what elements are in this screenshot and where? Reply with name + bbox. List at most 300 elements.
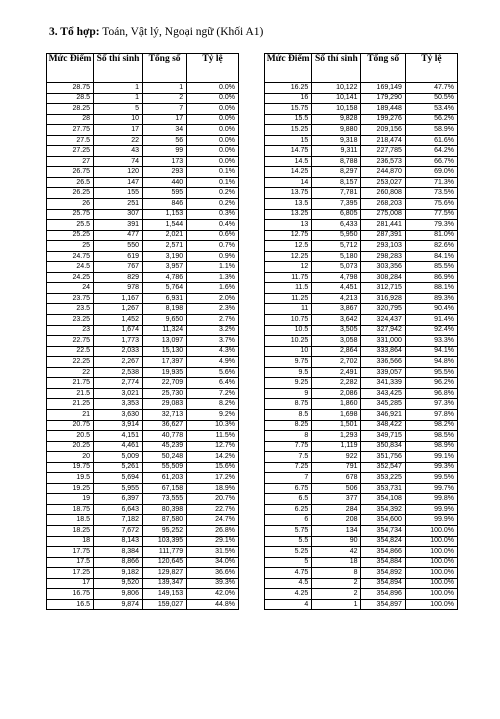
cell-ratio: 31.5%	[187, 547, 239, 558]
cell-candidates: 3,021	[94, 388, 143, 399]
cell-total: 281,441	[361, 220, 405, 231]
cell-ratio: 69.0%	[405, 167, 457, 178]
cell-total: 346,921	[361, 409, 405, 420]
table-row	[47, 536, 239, 547]
cell-total: 87,580	[142, 515, 186, 526]
cell-total: 353,225	[361, 473, 405, 484]
cell-total: 40,778	[142, 431, 186, 442]
cell-score-level: 4	[265, 599, 312, 610]
table-row	[47, 125, 239, 136]
cell-total: 253,027	[361, 177, 405, 188]
table-row	[47, 315, 239, 326]
cell-total: 354,600	[361, 515, 405, 526]
cell-score-level: 5	[265, 557, 312, 568]
cell-score-level: 21.5	[47, 388, 94, 399]
cell-total: 111,779	[142, 547, 186, 558]
cell-score-level: 17.5	[47, 557, 94, 568]
cell-ratio: 0.6%	[187, 230, 239, 241]
cell-ratio: 96.8%	[405, 388, 457, 399]
cell-ratio: 0.4%	[187, 220, 239, 231]
cell-total: 7	[142, 104, 186, 115]
cell-candidates: 3,505	[312, 325, 361, 336]
cell-ratio: 34.0%	[187, 557, 239, 568]
table-row	[47, 420, 239, 431]
cell-ratio: 84.1%	[405, 251, 457, 262]
cell-candidates: 43	[94, 146, 143, 157]
cell-total: 139,347	[142, 578, 186, 589]
cell-candidates: 1	[94, 93, 143, 104]
cell-score-level: 25.5	[47, 220, 94, 231]
cell-score-level: 10.25	[265, 336, 312, 347]
cell-total: 25,730	[142, 388, 186, 399]
cell-candidates: 4,213	[312, 293, 361, 304]
cell-candidates: 7,781	[312, 188, 361, 199]
cell-total: 354,892	[361, 568, 405, 579]
cell-candidates: 6,433	[312, 220, 361, 231]
cell-ratio: 100.0%	[405, 578, 457, 589]
table-row	[265, 177, 458, 188]
cell-candidates: 3,914	[94, 420, 143, 431]
cell-candidates: 9,318	[312, 135, 361, 146]
section-title: Toán, Vật lý, Ngoại ngữ (Khối A1)	[102, 26, 264, 38]
table-row	[265, 167, 458, 178]
cell-candidates: 5,694	[94, 473, 143, 484]
table-row	[265, 346, 458, 357]
cell-candidates: 5,009	[94, 452, 143, 463]
cell-total: 327,942	[361, 325, 405, 336]
cell-total: 333,864	[361, 346, 405, 357]
cell-total: 339,057	[361, 367, 405, 378]
cell-candidates: 10,158	[312, 104, 361, 115]
cell-candidates: 74	[94, 156, 143, 167]
cell-score-level: 22	[47, 367, 94, 378]
table-row	[47, 599, 239, 610]
cell-candidates: 506	[312, 483, 361, 494]
cell-candidates: 4,798	[312, 272, 361, 283]
table-row	[265, 262, 458, 273]
cell-ratio: 50.5%	[405, 93, 457, 104]
cell-ratio: 3.7%	[187, 336, 239, 347]
cell-total: 354,894	[361, 578, 405, 589]
table-row	[47, 452, 239, 463]
cell-score-level: 24.75	[47, 251, 94, 262]
cell-score-level: 11	[265, 304, 312, 315]
cell-score-level: 25.75	[47, 209, 94, 220]
cell-ratio: 1.3%	[187, 272, 239, 283]
cell-candidates: 42	[312, 547, 361, 558]
cell-score-level: 27.75	[47, 125, 94, 136]
cell-ratio: 98.9%	[405, 441, 457, 452]
cell-candidates: 9,806	[94, 589, 143, 600]
cell-total: 293	[142, 167, 186, 178]
cell-score-level: 23.75	[47, 293, 94, 304]
table-row	[265, 525, 458, 536]
cell-total: 1,544	[142, 220, 186, 231]
cell-candidates: 8,143	[94, 536, 143, 547]
cell-ratio: 29.1%	[187, 536, 239, 547]
cell-score-level: 10.75	[265, 315, 312, 326]
table-row	[47, 357, 239, 368]
cell-score-level: 9.5	[265, 367, 312, 378]
cell-candidates: 3,642	[312, 315, 361, 326]
cell-candidates: 4,151	[94, 431, 143, 442]
table-row	[265, 494, 458, 505]
cell-ratio: 56.2%	[405, 114, 457, 125]
table-row	[47, 462, 239, 473]
cell-score-level: 18	[47, 536, 94, 547]
header-row	[47, 54, 239, 83]
cell-candidates: 18	[312, 557, 361, 568]
cell-candidates: 1,167	[94, 293, 143, 304]
cell-score-level: 23.25	[47, 315, 94, 326]
table-row	[265, 220, 458, 231]
cell-candidates: 5,712	[312, 241, 361, 252]
cell-score-level: 8	[265, 431, 312, 442]
table-row	[265, 188, 458, 199]
cell-candidates: 5,955	[94, 483, 143, 494]
cell-score-level: 16.5	[47, 599, 94, 610]
cell-score-level: 16	[265, 93, 312, 104]
cell-ratio: 100.0%	[405, 568, 457, 579]
cell-candidates: 1,674	[94, 325, 143, 336]
cell-total: 159,027	[142, 599, 186, 610]
cell-candidates: 8,788	[312, 156, 361, 167]
cell-total: 308,284	[361, 272, 405, 283]
cell-total: 5,764	[142, 283, 186, 294]
cell-ratio: 0.1%	[187, 167, 239, 178]
cell-candidates: 1,293	[312, 431, 361, 442]
cell-candidates: 2,538	[94, 367, 143, 378]
cell-ratio: 20.7%	[187, 494, 239, 505]
table-row	[47, 578, 239, 589]
cell-candidates: 1,773	[94, 336, 143, 347]
cell-score-level: 6.25	[265, 504, 312, 515]
cell-total: 320,795	[361, 304, 405, 315]
cell-candidates: 9,520	[94, 578, 143, 589]
cell-total: 173	[142, 156, 186, 167]
cell-candidates: 4,461	[94, 441, 143, 452]
table-row	[47, 199, 239, 210]
table-row	[265, 199, 458, 210]
cell-score-level: 14.75	[265, 146, 312, 157]
cell-total: 303,356	[361, 262, 405, 273]
table-row	[265, 357, 458, 368]
table-row	[47, 220, 239, 231]
cell-ratio: 99.9%	[405, 515, 457, 526]
cell-ratio: 15.6%	[187, 462, 239, 473]
cell-ratio: 0.3%	[187, 209, 239, 220]
cell-total: 189,448	[361, 104, 405, 115]
cell-ratio: 97.3%	[405, 399, 457, 410]
cell-score-level: 17	[47, 578, 94, 589]
cell-score-level: 10.5	[265, 325, 312, 336]
cell-ratio: 26.8%	[187, 525, 239, 536]
header-ratio: Tỷ lệ	[187, 54, 239, 83]
cell-score-level: 27.25	[47, 146, 94, 157]
cell-score-level: 23	[47, 325, 94, 336]
cell-ratio: 73.5%	[405, 188, 457, 199]
cell-candidates: 1,698	[312, 409, 361, 420]
cell-candidates: 2,282	[312, 378, 361, 389]
table-row	[265, 589, 458, 600]
table-row	[47, 589, 239, 600]
table-row	[47, 188, 239, 199]
cell-score-level: 26	[47, 199, 94, 210]
cell-ratio: 0.1%	[187, 177, 239, 188]
cell-score-level: 6.75	[265, 483, 312, 494]
table-row	[47, 504, 239, 515]
cell-score-level: 7.25	[265, 462, 312, 473]
table-row	[265, 399, 458, 410]
cell-score-level: 7	[265, 473, 312, 484]
cell-total: 199,276	[361, 114, 405, 125]
cell-total: 2,021	[142, 230, 186, 241]
table-row	[47, 483, 239, 494]
table-row	[47, 388, 239, 399]
cell-candidates: 1,452	[94, 315, 143, 326]
table-row	[47, 272, 239, 283]
cell-total: 36,627	[142, 420, 186, 431]
cell-total: 95,252	[142, 525, 186, 536]
cell-candidates: 90	[312, 536, 361, 547]
cell-score-level: 28.75	[47, 83, 94, 94]
cell-candidates: 284	[312, 504, 361, 515]
cell-score-level: 9	[265, 388, 312, 399]
cell-score-level: 19.5	[47, 473, 94, 484]
table-row	[265, 125, 458, 136]
cell-score-level: 5.75	[265, 525, 312, 536]
table-row	[265, 473, 458, 484]
cell-ratio: 17.2%	[187, 473, 239, 484]
table-row	[265, 388, 458, 399]
cell-total: 298,283	[361, 251, 405, 262]
cell-ratio: 0.2%	[187, 188, 239, 199]
table-row	[265, 504, 458, 515]
table-row	[47, 525, 239, 536]
cell-total: 120,645	[142, 557, 186, 568]
cell-score-level: 19	[47, 494, 94, 505]
cell-total: 1	[142, 83, 186, 94]
table-row	[265, 462, 458, 473]
cell-total: 19,935	[142, 367, 186, 378]
table-row	[47, 557, 239, 568]
cell-candidates: 2,033	[94, 346, 143, 357]
cell-total: 244,870	[361, 167, 405, 178]
cell-score-level: 12.5	[265, 241, 312, 252]
table-row	[265, 230, 458, 241]
cell-ratio: 66.7%	[405, 156, 457, 167]
cell-candidates: 9,874	[94, 599, 143, 610]
table-row	[265, 557, 458, 568]
cell-total: 129,827	[142, 568, 186, 579]
cell-score-level: 13	[265, 220, 312, 231]
cell-candidates: 619	[94, 251, 143, 262]
cell-ratio: 0.0%	[187, 125, 239, 136]
cell-ratio: 100.0%	[405, 525, 457, 536]
cell-ratio: 99.9%	[405, 504, 457, 515]
cell-candidates: 922	[312, 452, 361, 463]
cell-ratio: 0.0%	[187, 156, 239, 167]
cell-total: 260,808	[361, 188, 405, 199]
table-row	[47, 399, 239, 410]
cell-score-level: 8.75	[265, 399, 312, 410]
cell-ratio: 7.2%	[187, 388, 239, 399]
cell-ratio: 71.3%	[405, 177, 457, 188]
cell-score-level: 8.25	[265, 420, 312, 431]
cell-score-level: 16.75	[47, 589, 94, 600]
cell-candidates: 5	[94, 104, 143, 115]
cell-ratio: 14.2%	[187, 452, 239, 463]
cell-total: 354,866	[361, 547, 405, 558]
cell-total: 32,713	[142, 409, 186, 420]
table-row	[265, 114, 458, 125]
cell-score-level: 12.25	[265, 251, 312, 262]
cell-candidates: 1,860	[312, 399, 361, 410]
cell-ratio: 79.3%	[405, 220, 457, 231]
cell-candidates: 10,122	[312, 83, 361, 94]
cell-candidates: 8,297	[312, 167, 361, 178]
cell-ratio: 86.9%	[405, 272, 457, 283]
cell-ratio: 75.6%	[405, 199, 457, 210]
table-row	[265, 325, 458, 336]
cell-candidates: 307	[94, 209, 143, 220]
cell-score-level: 4.75	[265, 568, 312, 579]
table-row	[265, 304, 458, 315]
table-row	[265, 93, 458, 104]
cell-ratio: 42.0%	[187, 589, 239, 600]
table-row	[47, 156, 239, 167]
cell-candidates: 3,867	[312, 304, 361, 315]
cell-total: 45,239	[142, 441, 186, 452]
cell-ratio: 11.5%	[187, 431, 239, 442]
table-row	[47, 283, 239, 294]
cell-score-level: 26.5	[47, 177, 94, 188]
cell-candidates: 22	[94, 135, 143, 146]
cell-candidates: 4,451	[312, 283, 361, 294]
cell-score-level: 28.5	[47, 93, 94, 104]
cell-score-level: 18.5	[47, 515, 94, 526]
cell-candidates: 9,311	[312, 146, 361, 157]
cell-ratio: 96.2%	[405, 378, 457, 389]
table-row	[47, 167, 239, 178]
cell-candidates: 3,630	[94, 409, 143, 420]
header-row	[265, 54, 458, 83]
cell-score-level: 25.25	[47, 230, 94, 241]
cell-score-level: 11.75	[265, 272, 312, 283]
cell-ratio: 61.6%	[405, 135, 457, 146]
cell-candidates: 9,828	[312, 114, 361, 125]
table-row	[265, 515, 458, 526]
cell-candidates: 5,950	[312, 230, 361, 241]
cell-score-level: 18.25	[47, 525, 94, 536]
cell-ratio: 3.2%	[187, 325, 239, 336]
cell-ratio: 12.7%	[187, 441, 239, 452]
cell-candidates: 791	[312, 462, 361, 473]
cell-score-level: 17.25	[47, 568, 94, 579]
table-row	[265, 420, 458, 431]
cell-score-level: 17.75	[47, 547, 94, 558]
cell-candidates: 2	[312, 578, 361, 589]
table-row	[47, 336, 239, 347]
cell-ratio: 4.9%	[187, 357, 239, 368]
table-row	[265, 156, 458, 167]
cell-total: 341,339	[361, 378, 405, 389]
score-table-left-body	[47, 83, 239, 610]
cell-candidates: 3,058	[312, 336, 361, 347]
cell-ratio: 18.9%	[187, 483, 239, 494]
cell-total: 293,103	[361, 241, 405, 252]
cell-total: 352,547	[361, 462, 405, 473]
table-row	[265, 336, 458, 347]
cell-total: 13,097	[142, 336, 186, 347]
section-heading	[49, 26, 263, 38]
cell-total: 50,248	[142, 452, 186, 463]
cell-score-level: 4.5	[265, 578, 312, 589]
cell-ratio: 22.7%	[187, 504, 239, 515]
cell-total: 312,715	[361, 283, 405, 294]
cell-candidates: 147	[94, 177, 143, 188]
table-row	[265, 104, 458, 115]
table-row	[265, 272, 458, 283]
cell-score-level: 9.25	[265, 378, 312, 389]
cell-candidates: 2,774	[94, 378, 143, 389]
cell-ratio: 0.0%	[187, 104, 239, 115]
cell-score-level: 9.75	[265, 357, 312, 368]
cell-candidates: 9,182	[94, 568, 143, 579]
cell-candidates: 5,180	[312, 251, 361, 262]
cell-total: 354,824	[361, 536, 405, 547]
table-row	[47, 230, 239, 241]
header-total: Tổng số	[142, 54, 186, 83]
table-row	[265, 83, 458, 94]
cell-ratio: 85.5%	[405, 262, 457, 273]
cell-score-level: 19.25	[47, 483, 94, 494]
cell-total: 350,834	[361, 441, 405, 452]
table-row	[47, 431, 239, 442]
header-total: Tổng số	[361, 54, 405, 83]
cell-ratio: 100.0%	[405, 599, 457, 610]
cell-ratio: 93.3%	[405, 336, 457, 347]
cell-score-level: 14.5	[265, 156, 312, 167]
cell-total: 169,149	[361, 83, 405, 94]
cell-ratio: 99.7%	[405, 483, 457, 494]
header-score-level: Mức Điểm	[265, 54, 312, 83]
cell-total: 846	[142, 199, 186, 210]
table-row	[265, 578, 458, 589]
cell-total: 440	[142, 177, 186, 188]
cell-ratio: 0.0%	[187, 114, 239, 125]
cell-candidates: 678	[312, 473, 361, 484]
table-row	[265, 409, 458, 420]
cell-ratio: 10.3%	[187, 420, 239, 431]
cell-ratio: 94.8%	[405, 357, 457, 368]
table-row	[47, 409, 239, 420]
cell-ratio: 6.4%	[187, 378, 239, 389]
cell-total: 354,884	[361, 557, 405, 568]
cell-ratio: 91.4%	[405, 315, 457, 326]
cell-total: 287,391	[361, 230, 405, 241]
cell-total: 55,509	[142, 462, 186, 473]
cell-candidates: 377	[312, 494, 361, 505]
cell-total: 15,130	[142, 346, 186, 357]
cell-candidates: 155	[94, 188, 143, 199]
cell-ratio: 100.0%	[405, 536, 457, 547]
cell-ratio: 99.1%	[405, 452, 457, 463]
cell-score-level: 23.5	[47, 304, 94, 315]
cell-total: 179,290	[361, 93, 405, 104]
cell-score-level: 21.75	[47, 378, 94, 389]
cell-ratio: 0.0%	[187, 135, 239, 146]
